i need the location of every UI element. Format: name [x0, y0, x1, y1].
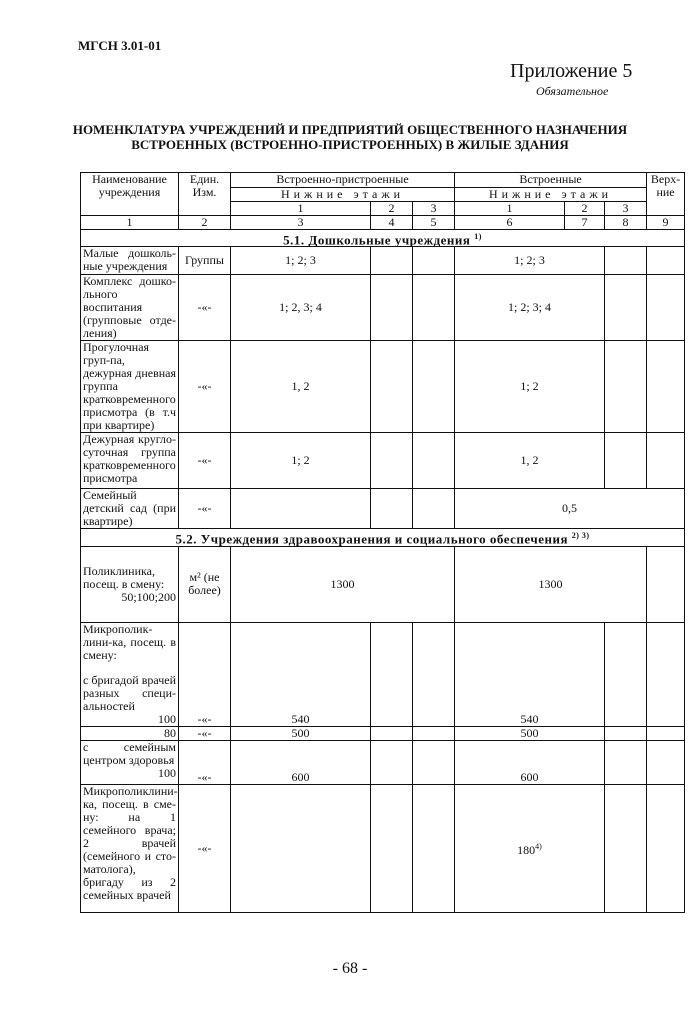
row-value: 180$^{4)}$ [455, 784, 605, 912]
col-group-attached: Встроенно-пристроенные [231, 173, 455, 188]
title-line-1: НОМЕНКЛАТУРА УЧРЕЖДЕНИЙ И ПРЕДПРИЯТИЙ ОБЩЕСТВЕННОГО НАЗНАЧЕНИЯ [72, 122, 628, 137]
col-group-builtin: Встроенные [455, 173, 647, 188]
section-heading-preschool: 5.1. Дошкольные учреждения $^{1)}$ [81, 230, 685, 247]
row-name: Дежурная кругло-суточная группа кратковременного присмотра [81, 433, 179, 489]
col-header-name: Наименование учреждения [81, 173, 179, 216]
row-value: 1300 [455, 546, 647, 622]
page-number: - 68 - [332, 960, 368, 977]
page-title [40, 122, 660, 152]
row-value: 540 [231, 622, 371, 726]
row-unit: -«- [179, 341, 231, 433]
row-value: 1; 2 [455, 341, 605, 433]
row-unit: м² (не более) [179, 546, 231, 622]
row-name: с семейным центром здоровья 100 [81, 740, 179, 784]
row-value: 0,5 [455, 489, 685, 529]
row-unit: -«- [179, 489, 231, 529]
row-value: 1; 2, 3; 4 [231, 275, 371, 341]
row-value: 540 [455, 622, 605, 726]
col-number: 2 [179, 216, 231, 230]
col-number: 3 [231, 216, 371, 230]
row-value: 1, 2 [231, 341, 371, 433]
row-unit: -«- [179, 784, 231, 912]
row-unit: -«- [179, 740, 231, 784]
col-number: 9 [647, 216, 685, 230]
row-name: Малые дошколь-ные учреждения [81, 247, 179, 275]
table-row [81, 726, 685, 740]
floor-2-attached: 2 [371, 202, 413, 216]
floor-3-builtin: 3 [605, 202, 647, 216]
title-line-2: ВСТРОЕННЫХ (ВСТРОЕННО-ПРИСТРОЕННЫХ) В ЖИЛЫЕ ЗДАНИЯ [131, 137, 569, 152]
row-value: 600 [455, 740, 605, 784]
appendix-label: Приложение 5 [510, 60, 633, 82]
table-row [81, 740, 685, 784]
col-number: 7 [565, 216, 605, 230]
row-name: 80 [81, 726, 179, 740]
table-row [81, 433, 685, 489]
floor-2-builtin: 2 [565, 202, 605, 216]
col-header-upper: Верх- ние [647, 173, 685, 216]
table-row [81, 247, 685, 275]
row-name: Прогулочная груп-па, дежурная дневная группа кратковременного присмотра (в т.ч при квартире) [81, 341, 179, 433]
table-row [81, 784, 685, 912]
row-value: 1; 2; 3 [455, 247, 605, 275]
col-number: 4 [371, 216, 413, 230]
col-number: 8 [605, 216, 647, 230]
row-value: 1, 2 [455, 433, 605, 489]
row-name: Микрополиклини-ка, посещ. в сме-ну: на 1 семейного врача; 2 врачей (семейного и сто-матолога), бригаду из 2 семейных врачей [81, 784, 179, 912]
lower-floors-attached: Нижние этажи [231, 188, 455, 202]
col-number: 1 [81, 216, 179, 230]
floor-1-attached: 1 [231, 202, 371, 216]
row-unit: -«- [179, 433, 231, 489]
col-header-unit: Един. Изм. [179, 173, 231, 216]
table-row [81, 275, 685, 341]
col-number: 6 [455, 216, 565, 230]
row-value: 1; 2; 3 [231, 247, 371, 275]
row-value: 600 [231, 740, 371, 784]
table-row [81, 546, 685, 622]
row-unit: -«- [179, 622, 231, 726]
row-name: Поликлиника, посещ. в смену: 50;100;200 [81, 546, 179, 622]
floor-3-attached: 3 [413, 202, 455, 216]
document-code: МГСН 3.01-01 [78, 38, 162, 53]
table-row [81, 489, 685, 529]
row-name: Семейный детский сад (при квартире) [81, 489, 179, 529]
row-value: 1300 [231, 546, 455, 622]
nomenclature-table [80, 172, 685, 913]
row-value: 1; 2 [231, 433, 371, 489]
table-row [81, 341, 685, 433]
row-name: Комплекс дошко-льного воспитания (групповые отде-ления) [81, 275, 179, 341]
row-unit: Группы [179, 247, 231, 275]
lower-floors-builtin: Нижние этажи [455, 188, 647, 202]
row-unit: -«- [179, 275, 231, 341]
table-row [81, 622, 685, 726]
floor-1-builtin: 1 [455, 202, 565, 216]
appendix-note: Обязательное [536, 84, 609, 98]
row-unit: -«- [179, 726, 231, 740]
section-heading-healthcare: 5.2. Учреждения здравоохранения и социального обеспечения $^{2) 3)}$ [81, 529, 685, 546]
row-value: 500 [231, 726, 371, 740]
row-value: 500 [455, 726, 605, 740]
row-value: 1; 2; 3; 4 [455, 275, 605, 341]
row-name: Микрополик-лини-ка, посещ. в смену: с бригадой врачей разных специ-альностей 100 [81, 622, 179, 726]
col-number: 5 [413, 216, 455, 230]
